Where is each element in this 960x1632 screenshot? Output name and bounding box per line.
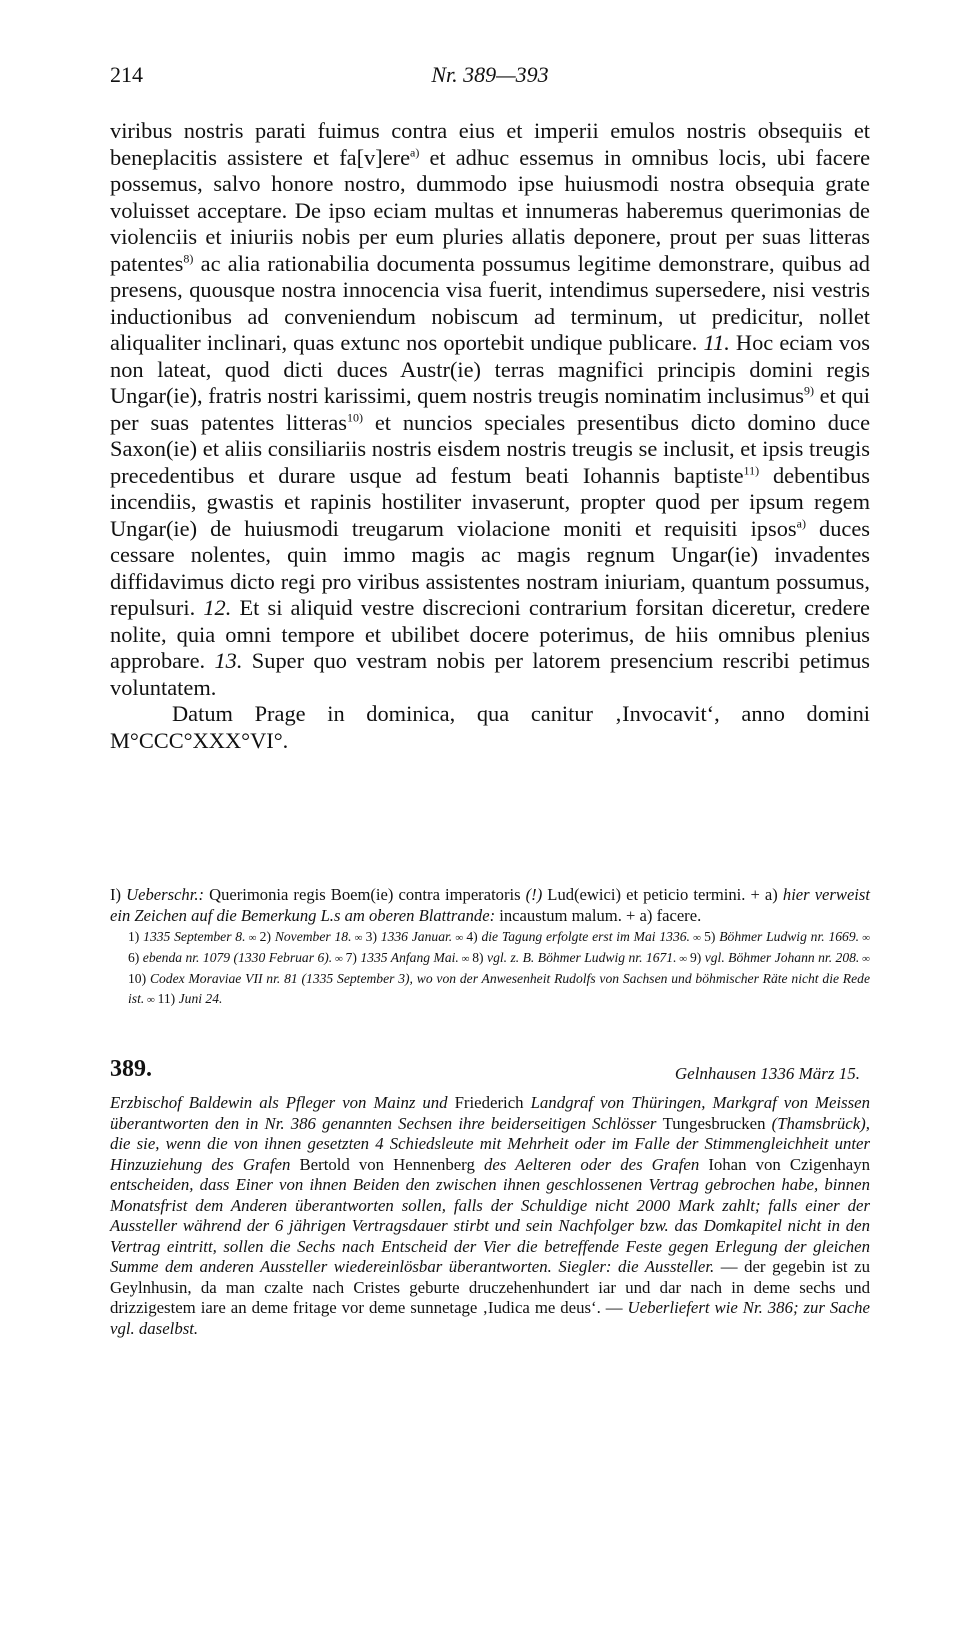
note-separator: ∞ — [859, 932, 871, 944]
note-text: 1335 Anfang Mai. — [360, 950, 459, 966]
apparatus-text: Lud(ewici) et peticio termini. — [542, 885, 751, 904]
regest-run: Ueberliefert wie Nr. 386; zur Sache vgl. daselbst. — [110, 1298, 870, 1338]
note-text: ebenda nr. 1079 (1330 Februar 6). — [142, 950, 333, 966]
apparatus-text: facere. — [656, 905, 702, 925]
note-separator: ∞ — [332, 953, 346, 966]
note-separator: ∞ — [245, 932, 260, 944]
regest-text — [110, 1093, 870, 1339]
apparatus-italic: hier verweist ein Zeichen auf die Bemerkung L.s am oberen Blattrande: — [110, 885, 870, 925]
note-separator: ∞ — [351, 932, 366, 944]
note-number: 2) — [259, 929, 275, 944]
note-separator: ∞ — [676, 953, 690, 966]
note-text: Juni 24. — [178, 990, 223, 1006]
note-number: 1) — [128, 929, 144, 944]
footnote-ref: 9) — [804, 383, 815, 398]
note-number: 8) — [472, 950, 488, 966]
regest-heading — [110, 1056, 870, 1090]
footnote-ref: 8) — [183, 251, 194, 266]
note-number: 4) — [466, 929, 482, 944]
main-text — [110, 118, 870, 754]
note-separator: ∞ — [859, 953, 870, 966]
document-range: Nr. 389—393 — [431, 62, 549, 87]
page-number: 214 — [110, 62, 143, 87]
apparatus-notes — [110, 927, 870, 1010]
apparatus-italic: Ueberschr.: — [126, 885, 205, 904]
note-text: 1335 September 8. — [143, 929, 246, 944]
regest-run: (Thamsbrück), die sie, wenn die von ihnen gesetzten 4 Schiedsleute mit Mehrheit oder im Falle der Stimmengleichheit unter Hinzuziehung des Grafen — [110, 1113, 870, 1174]
note-number: 9) — [689, 950, 705, 966]
note-text: die Tagung erfolgte erst im Mai 1336. — [481, 929, 690, 944]
text-run: Super quo vestram nobis per latorem presencium rescribi petimus voluntatem. — [110, 648, 870, 700]
apparatus-text: Querimonia regis Boem(ie) contra imperatoris — [204, 885, 526, 904]
footnote-ref: a) — [410, 145, 420, 160]
regest-run: entscheiden, dass Einer von ihnen Beiden den zwischen ihnen geschlossenen Vertrag gebrochen habe, binnen Monatsfrist dem Anderen überantworten sollen, falls der Schuldige nicht 2000 Mark zahlt; falls einer der Aussteller während der 6 jährigen Vertragsdauer stirbt und sein Nachfolger bzw. das Domkapitel nicht in den Vertrag eintritt, sollen die Sechs nach Entscheid der Vier die betreffende Feste gegen Erlegung der gleichen Summe dem anderen Aussteller wiedereinlösbar überantworten. Siegler: die Aussteller. — [110, 1175, 870, 1276]
text-run: Hoc eciam vos non lateat, quod dicti duces Austr(ie) terras magnifici principis domini regis Ungar(ie), fratris nostri karissimi, quem nostris treugis nominatim inclusimus — [110, 330, 870, 408]
note-text: vgl. Böhmer Johann nr. 208. — [704, 950, 860, 966]
regest-run: Tungesbrucken — [662, 1113, 772, 1133]
text-run: ac alia rationabilia documenta possumus legitime demonstrare, quibus ad presens, quousque nostra innocencia visa fuerit, intendimus supersedere, nisi vestris inductionibus ad conveniendum nobiscum ad terminum, ut predicitur, nollet aliqualiter inclinari, quas extunc nos oportebit undique publicare. — [110, 250, 870, 355]
note-separator: ∞ — [689, 932, 705, 944]
text-run: Et si aliquid vestre discrecioni contrarium forsitan diceretur, credere nolite, quia omni tempore et ubilibet docere poterimus, de hiis omnibus plenius approbare. — [110, 595, 870, 673]
note-separator: ∞ — [458, 953, 473, 966]
note-number: 3) — [365, 929, 381, 944]
regest-run: Erzbischof Baldewin als Pfleger von Mainz und — [110, 1093, 455, 1112]
plus-mark: + — [626, 905, 636, 925]
plus-mark: + — [750, 885, 760, 904]
note-separator: ∞ — [144, 993, 158, 1006]
note-text: November 18. — [274, 929, 352, 944]
main-paragraph — [110, 118, 870, 701]
note-number: 6) — [128, 950, 143, 966]
regest-run: Iohan von Czigenhayn — [708, 1154, 871, 1174]
note-text: vgl. z. B. Böhmer Ludwig nr. 1671. — [487, 950, 677, 966]
text-run: et nuncios speciales presentibus dicto domino duce Saxon(ie) et aliis consiliariis nostris eisdem nostris treugis se inclusit, et ipsis treugis precedentibus et durare usque ad festum beati Iohannis baptiste — [110, 409, 871, 488]
text-run: debentibus incendiis, gwastis et rapinis hostiliter invaserunt, propter quod per ipsum regem Ungar(ie) de huiusmodi treugarum violacione moniti et requisiti ipsos — [110, 462, 870, 541]
note-text: Böhmer Ludwig nr. 1669. — [719, 929, 860, 944]
note-separator: ∞ — [452, 932, 467, 944]
critical-apparatus — [110, 885, 870, 1010]
note-number: 10) — [128, 971, 150, 987]
footnote-ref: 10) — [347, 410, 363, 425]
note-text: 1336 Januar. — [380, 929, 453, 944]
apparatus-label: I) — [110, 885, 122, 904]
regest-run: Landgraf von Thüringen, Markgraf von Meissen überantworten den in Nr. 386 genannten Sechsen ihre beiderseitigen Schlösser — [110, 1093, 871, 1133]
apparatus-text: incaustum malum. — [495, 905, 626, 925]
note-number: 11) — [157, 990, 179, 1006]
running-header — [110, 62, 870, 92]
regest-run: Friederich — [454, 1093, 531, 1112]
text-run: viribus nostris parati fuimus contra eius et imperii emulos nostris obsequiis et beneplacitis assistere et fa[v]ere — [110, 118, 870, 170]
footnote-ref: a) — [796, 516, 806, 531]
apparatus-variants — [110, 885, 870, 926]
section-number: 13. — [214, 648, 243, 673]
regest-run: — der gegebin ist zu Geylnhusin, da man czalte nach Cristes geburte druczehenhundert iar und dar nach in deme sechs und drizzigestem iare an deme fritage vor deme sunnetage ‚Iudica me deus‘. — — [110, 1257, 870, 1317]
note-text: Codex Moraviae VII nr. 81 (1335 September 3), wo von der Anwesenheit Rudolfs von Sachsen und böhmischer Räte nicht die Rede ist. — [128, 971, 870, 1006]
datum-line: Datum Prage in dominica, qua canitur ‚Invocavit‘, anno domini M°CCC°XXX°VI°. — [110, 701, 870, 753]
apparatus-italic: (!) — [525, 885, 543, 904]
regest-run: des Aelteren oder des Grafen — [483, 1154, 709, 1174]
section-number: 12. — [203, 595, 232, 620]
regest-run: Bertold von Hennenberg — [299, 1154, 484, 1174]
regest-place-date: Gelnhausen 1336 März 15. — [674, 1064, 860, 1083]
regest-number: 389. — [110, 1056, 152, 1082]
section-number: 11. — [703, 330, 730, 355]
text-run: et qui per suas patentes litteras — [110, 383, 871, 435]
footnote-ref: 11) — [743, 463, 760, 478]
apparatus-label: a) — [635, 905, 657, 925]
regest-paragraph — [110, 1093, 870, 1339]
text-run: duces cessare nolentes, quin immo magis ac magis regnum Ungar(ie) invadentes diffidavimus dicto regi pro viribus assistentes nostram iniuriam, quantum possumus, repulsuri. — [110, 515, 871, 620]
apparatus-label: a) — [759, 885, 783, 904]
text-run: et adhuc essemus in omnibus locis, ubi facere possemus, salvo honore nostro, dummodo ipse huiusmodi nostra obsequia grate voluisset acceptare. De ipso eciam multas et innumeras haberemus querimonias de violenciis et iniuriis nobis per eum pluries allatis deponere, prout per suas litteras patentes — [110, 144, 871, 276]
note-number: 7) — [345, 950, 361, 966]
note-number: 5) — [704, 929, 720, 944]
